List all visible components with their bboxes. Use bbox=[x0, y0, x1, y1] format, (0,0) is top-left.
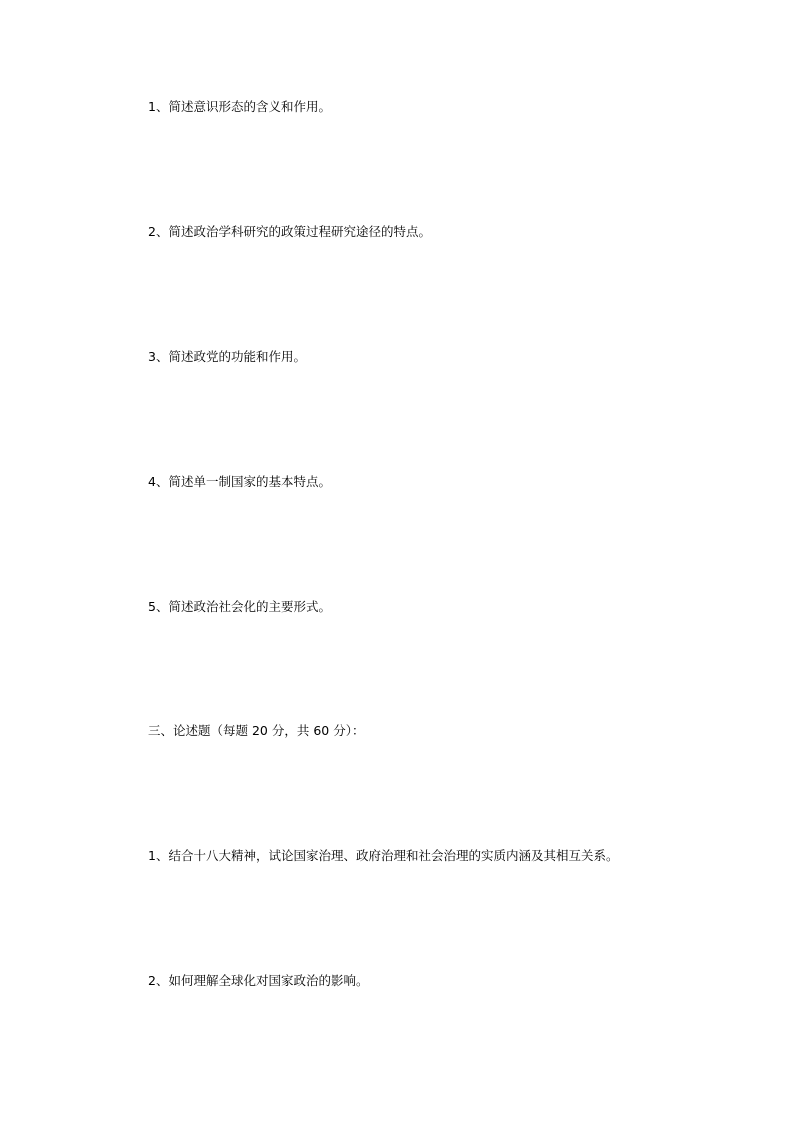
essay-section-heading: 三、论述题（每题 20 分，共 60 分）： bbox=[148, 723, 365, 738]
short-answer-question-1: 1、简述意识形态的含义和作用。 bbox=[148, 99, 331, 114]
essay-question-1: 1、结合十八大精神，试论国家治理、政府治理和社会治理的实质内涵及其相互关系。 bbox=[148, 848, 619, 863]
short-answer-question-2: 2、简述政治学科研究的政策过程研究途径的特点。 bbox=[148, 224, 431, 239]
short-answer-question-4: 4、简述单一制国家的基本特点。 bbox=[148, 474, 331, 489]
short-answer-question-3: 3、简述政党的功能和作用。 bbox=[148, 349, 306, 364]
short-answer-question-5: 5、简述政治社会化的主要形式。 bbox=[148, 599, 331, 614]
essay-question-2: 2、如何理解全球化对国家政治的影响。 bbox=[148, 973, 369, 988]
